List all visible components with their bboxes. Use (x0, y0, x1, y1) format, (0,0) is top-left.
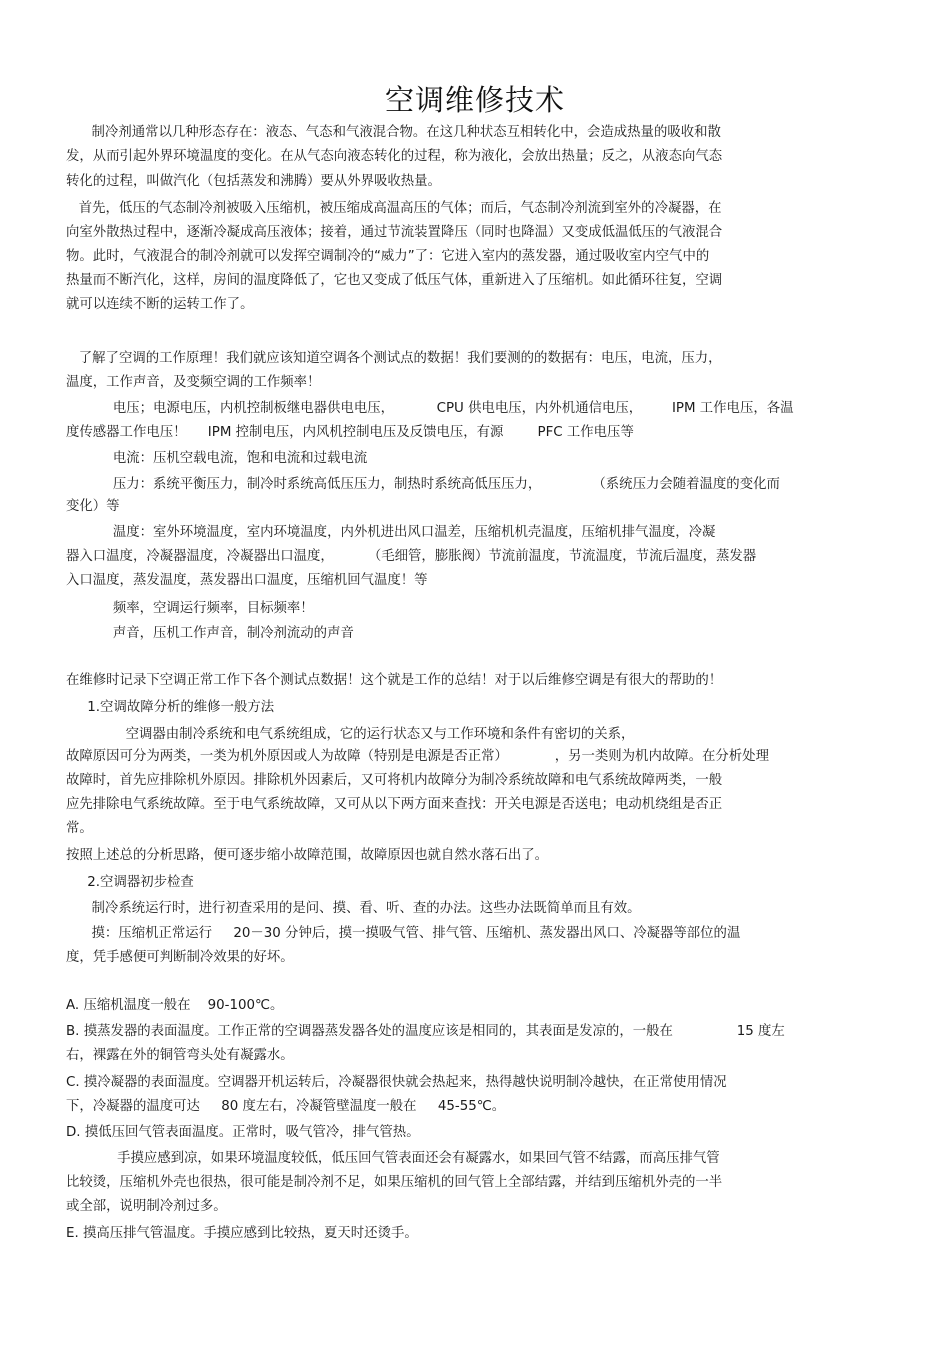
paragraph-line: C. 摸冷凝器的表面温度。空调器开机运转后，冷凝器很快就会热起来，热得越快说明制冷越快，在正常使用情况 (66, 1075, 727, 1090)
paragraph-line: 右，裸露在外的铜管弯头处有凝露水。 (66, 1048, 294, 1063)
paragraph-line: 压力：系统平衡压力，制冷时系统高低压压力，制热时系统高低压压力， （系统压力会随着温度的变化而 (66, 477, 780, 492)
paragraph-line: 故障原因可分为两类，一类为机外原因或人为故障（特别是电源是否正常） ，另一类则为机内故障。在分析处理 (66, 749, 769, 764)
paragraph-line: 首先，低压的气态制冷剂被吸入压缩机，被压缩成高温高压的气体；而后，气态制冷剂流到室外的冷凝器，在 (66, 201, 722, 216)
paragraph-line: 2.空调器初步检查 (66, 875, 194, 890)
paragraph-line: 器入口温度，冷凝器温度，冷凝器出口温度， （毛细管，膨胀阀）节流前温度，节流温度，节流后温度，蒸发器 (66, 549, 757, 564)
paragraph-line: 热量而不断汽化，这样，房间的温度降低了，它也又变成了低压气体，重新进入了压缩机。如此循环往复，空调 (66, 273, 723, 288)
paragraph-line: 下，冷凝器的温度可达 80 度左右，冷凝管壁温度一般在 45-55℃。 (66, 1099, 506, 1114)
paragraph-line: 频率，空调运行频率，目标频率！ (66, 601, 314, 616)
paragraph-line: 摸：压缩机正常运行 20－30 分钟后，摸一摸吸气管、排气管、压缩机、蒸发器出风口、冷凝器等部位的温 (66, 926, 741, 941)
paragraph-line: 按照上述总的分析思路，便可逐步缩小故障范围，故障原因也就自然水落石出了。 (66, 848, 549, 863)
paragraph-line: 了解了空调的工作原理！我们就应该知道空调各个测试点的数据！我们要测的的数据有：电压，电流，压力， (66, 351, 722, 366)
paragraph-line: 向室外散热过程中，逐渐冷凝成高压液体；接着，通过节流装置降压（同时也降温）又变成低温低压的气液混合 (66, 225, 723, 240)
paragraph-line: 制冷系统运行时，进行初查采用的是问、摸、看、听、查的办法。这些办法既简单而且有效。 (66, 901, 641, 916)
paragraph-line: 制冷剂通常以几种形态存在：液态、气态和气液混合物。在这几种状态互相转化中，会造成热量的吸收和散 (66, 125, 721, 140)
paragraph-line: 比较烫，压缩机外壳也很热，很可能是制冷剂不足，如果压缩机的回气管上全部结露，并结到压缩机外壳的一半 (66, 1175, 723, 1190)
page-title: 空调维修技术 (384, 83, 565, 117)
paragraph-line: 入口温度，蒸发温度，蒸发器出口温度，压缩机回气温度！等 (66, 573, 428, 588)
paragraph-line: 温度，工作声音，及变频空调的工作频率！ (66, 375, 321, 390)
paragraph-line: 在维修时记录下空调正常工作下各个测试点数据！这个就是工作的总结！对于以后维修空调是有很大的帮助的！ (66, 673, 723, 688)
paragraph-line: 变化）等 (66, 499, 120, 514)
paragraph-line: D. 摸低压回气管表面温度。正常时，吸气管冷，排气管热。 (66, 1125, 420, 1140)
paragraph-line: 转化的过程，叫做汽化（包括蒸发和沸腾）要从外界吸收热量。 (66, 174, 441, 189)
paragraph-line: B. 摸蒸发器的表面温度。工作正常的空调器蒸发器各处的温度应该是相同的，其表面是发凉的，一般在 15 度左 (66, 1024, 785, 1039)
paragraph-line: 常。 (66, 821, 93, 836)
paragraph-line: 声音，压机工作声音，制冷剂流动的声音 (66, 626, 354, 641)
paragraph-line: 电压；电源电压，内机控制板继电器供电电压， CPU 供电电压，内外机通信电压， IPM 工作电压，各温 (66, 401, 794, 416)
paragraph-line: E. 摸高压排气管温度。手摸应感到比较热，夏天时还烫手。 (66, 1226, 418, 1241)
paragraph-line: 度，凭手感便可判断制冷效果的好坏。 (66, 950, 294, 965)
paragraph-line: A. 压缩机温度一般在 90-100℃。 (66, 998, 284, 1013)
paragraph-line: 或全部，说明制冷剂过多。 (66, 1199, 227, 1214)
paragraph-line: 就可以连续不断的运转工作了。 (66, 297, 254, 312)
paragraph-line: 手摸应感到凉，如果环境温度较低，低压回气管表面还会有凝露水，如果回气管不结露，而高压排气管 (66, 1151, 720, 1166)
paragraph-line: 电流：压机空载电流，饱和电流和过载电流 (66, 451, 368, 466)
paragraph-line: 应先排除电气系统故障。至于电气系统故障，又可从以下两方面来查找：开关电源是否送电；电动机绕组是否正 (66, 797, 723, 812)
paragraph-line: 温度：室外环境温度，室内环境温度，内外机进出风口温差，压缩机机壳温度，压缩机排气温度，冷凝 (66, 525, 716, 540)
paragraph-line: 度传感器工作电压！ IPM 控制电压，内风机控制电压及反馈电压，有源 PFC 工作电压等 (66, 425, 634, 440)
paragraph-line: 物。此时，气液混合的制冷剂就可以发挥空调制冷的“威力”了：它进入室内的蒸发器，通过吸收室内空气中的 (66, 249, 710, 264)
paragraph-line: 空调器由制冷系统和电气系统组成，它的运行状态又与工作环境和条件有密切的关系， (66, 727, 635, 742)
paragraph-line: 1.空调故障分析的维修一般方法 (66, 700, 275, 715)
paragraph-line: 故障时，首先应排除机外原因。排除机外因素后，又可将机内故障分为制冷系统故障和电气系统故障两类，一般 (66, 773, 723, 788)
paragraph-line: 发，从而引起外界环境温度的变化。在从气态向液态转化的过程，称为液化，会放出热量；反之，从液态向气态 (66, 149, 723, 164)
